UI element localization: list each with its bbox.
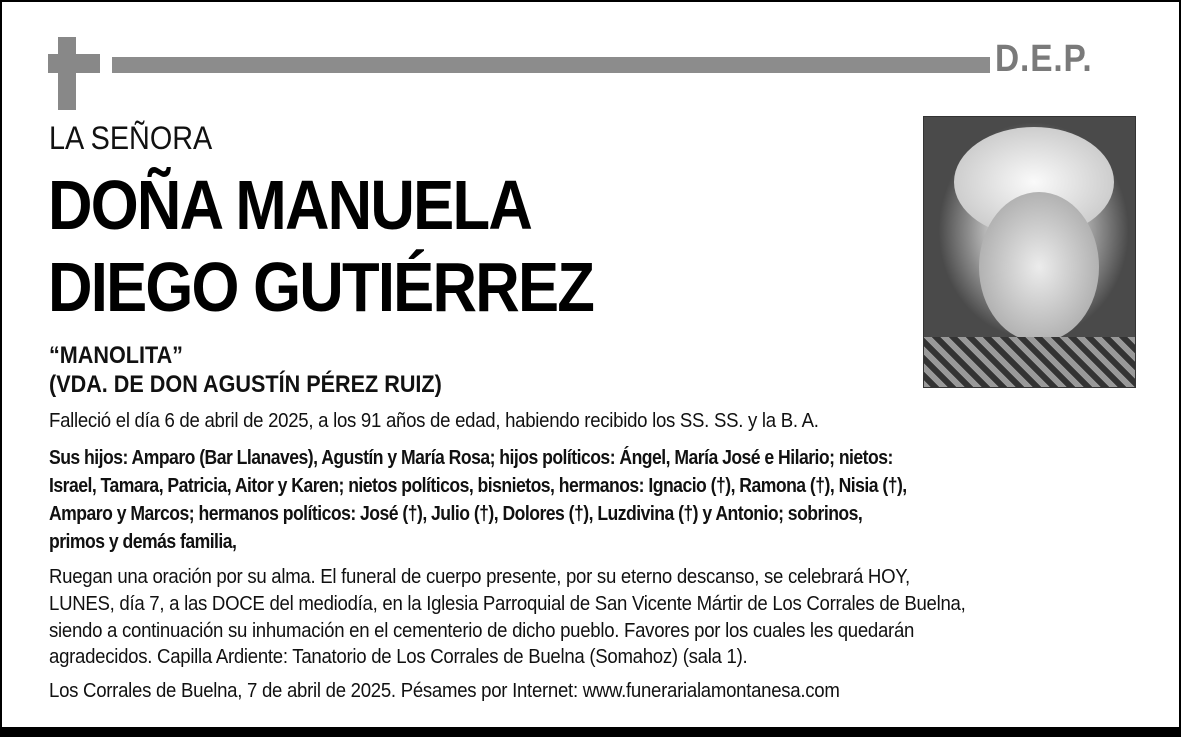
family-line: primos y demás familia, <box>49 531 237 553</box>
family-line: Sus hijos: Amparo (Bar Llanaves), Agustín y María Rosa; hijos políticos: Ángel, María José e Hilario; nietos: <box>49 447 893 469</box>
cross-icon <box>58 37 76 110</box>
deceased-photo <box>923 116 1136 388</box>
deceased-name-line-1: DOÑA MANUELA <box>48 166 532 244</box>
header-rule <box>112 57 990 73</box>
cross-icon-arm <box>48 54 100 73</box>
death-notice: Falleció el día 6 de abril de 2025, a los 91 años de edad, habiendo recibido los SS. SS. y la B. A. <box>49 410 819 432</box>
family-line: Israel, Tamara, Patricia, Aitor y Karen; nietos políticos, bisnietos, hermanos: Ignacio (†), Ramona (†), Nisia (†), <box>49 475 907 497</box>
deceased-name-line-2: DIEGO GUTIÉRREZ <box>48 248 594 326</box>
intro-label: LA SEÑORA <box>49 120 213 156</box>
widow-of: (VDA. DE DON AGUSTÍN PÉREZ RUIZ) <box>49 371 442 398</box>
funeral-line: LUNES, día 7, a las DOCE del mediodía, en la Iglesia Parroquial de San Vicente Mártir de Los Corrales de Buelna, <box>49 593 966 615</box>
footer-place-date: Los Corrales de Buelna, 7 de abril de 2025. Pésames por Internet: www.funerarialamontanesa.com <box>49 680 840 702</box>
nickname: “MANOLITA” <box>49 342 183 369</box>
funeral-line: agradecidos. Capilla Ardiente: Tanatorio de Los Corrales de Buelna (Somahoz) (sala 1). <box>49 646 748 668</box>
family-line: Amparo y Marcos; hermanos políticos: José (†), Julio (†), Dolores (†), Luzdivina (†) y Antonio; sobrinos, <box>49 503 863 525</box>
funeral-line: siendo a continuación su inhumación en el cementerio de dicho pueblo. Favores por los cuales les quedarán <box>49 620 915 642</box>
dep-label: D.E.P. <box>995 38 1093 80</box>
funeral-line: Ruegan una oración por su alma. El funeral de cuerpo presente, por su eterno descanso, se celebrará HOY, <box>49 566 910 588</box>
